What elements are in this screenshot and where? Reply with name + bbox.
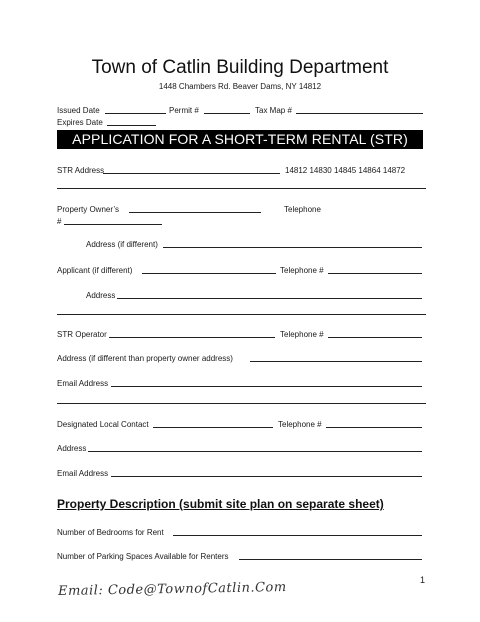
application-banner: APPLICATION FOR A SHORT-TERM RENTAL (STR) PERMIT [57, 130, 423, 149]
local-contact-label: Designated Local Contact [57, 420, 149, 429]
contact-address-label: Address [57, 444, 87, 453]
applicant-telephone-label: Telephone # [280, 266, 324, 275]
bedrooms-field[interactable] [173, 535, 422, 536]
divider [57, 188, 426, 189]
zip-code-options[interactable]: 14812 14830 14845 14864 14872 [285, 166, 406, 175]
contact-email-label: Email Address [57, 469, 109, 478]
expires-date-label: Expires Date [57, 118, 103, 127]
contact-telephone-field[interactable] [326, 427, 422, 428]
operator-telephone-label: Telephone # [280, 330, 324, 339]
contact-telephone-label: Telephone # [278, 420, 322, 429]
applicant-label: Applicant (if different) [57, 266, 133, 275]
str-address-label: STR Address [57, 166, 105, 175]
divider [57, 403, 426, 404]
operator-telephone-field[interactable] [328, 337, 422, 338]
permit-label: Permit # [169, 106, 199, 115]
str-operator-label: STR Operator [57, 330, 107, 339]
permit-field[interactable] [204, 113, 250, 114]
owner-telephone-label: Telephone [284, 205, 321, 214]
handwritten-email-note: Email: Code@TownofCatlin.Com [57, 580, 287, 599]
operator-address-field[interactable] [250, 361, 422, 362]
operator-email-field[interactable] [111, 386, 422, 387]
operator-address-label: Address (if different than property owner address) [57, 354, 233, 363]
applicant-telephone-field[interactable] [328, 273, 422, 274]
tax-map-label: Tax Map # [255, 106, 292, 115]
owner-address-field[interactable] [163, 247, 422, 248]
contact-address-field[interactable] [88, 451, 422, 452]
str-operator-field[interactable] [109, 337, 275, 338]
page-title: Town of Catlin Building Department [91, 57, 389, 78]
property-description-heading: Property Description (submit site plan on separate sheet) [57, 497, 384, 511]
owner-telephone-field[interactable] [64, 224, 162, 225]
tax-map-field[interactable] [296, 113, 423, 114]
page-number: 1 [420, 575, 426, 585]
contact-email-field[interactable] [111, 476, 422, 477]
property-owner-label: Property Owner’s [57, 205, 119, 214]
divider [57, 314, 426, 315]
parking-field[interactable] [239, 559, 422, 560]
property-owner-field[interactable] [129, 212, 261, 213]
operator-email-label: Email Address [57, 379, 109, 388]
parking-label: Number of Parking Spaces Available for Renters [57, 552, 229, 561]
issued-date-field[interactable] [105, 113, 166, 114]
bedrooms-label: Number of Bedrooms for Rent [57, 528, 164, 537]
department-address: 1448 Chambers Rd. Beaver Dams, NY 14812 [158, 82, 322, 91]
local-contact-field[interactable] [153, 427, 273, 428]
owner-address-label: Address (if different) [86, 240, 158, 249]
applicant-field[interactable] [142, 273, 276, 274]
str-address-field[interactable] [103, 173, 280, 174]
owner-hash-label: # [57, 217, 62, 226]
expires-date-field[interactable] [107, 125, 156, 126]
issued-date-label: Issued Date [57, 106, 100, 115]
applicant-address-field[interactable] [117, 298, 422, 299]
applicant-address-label: Address [86, 291, 116, 300]
